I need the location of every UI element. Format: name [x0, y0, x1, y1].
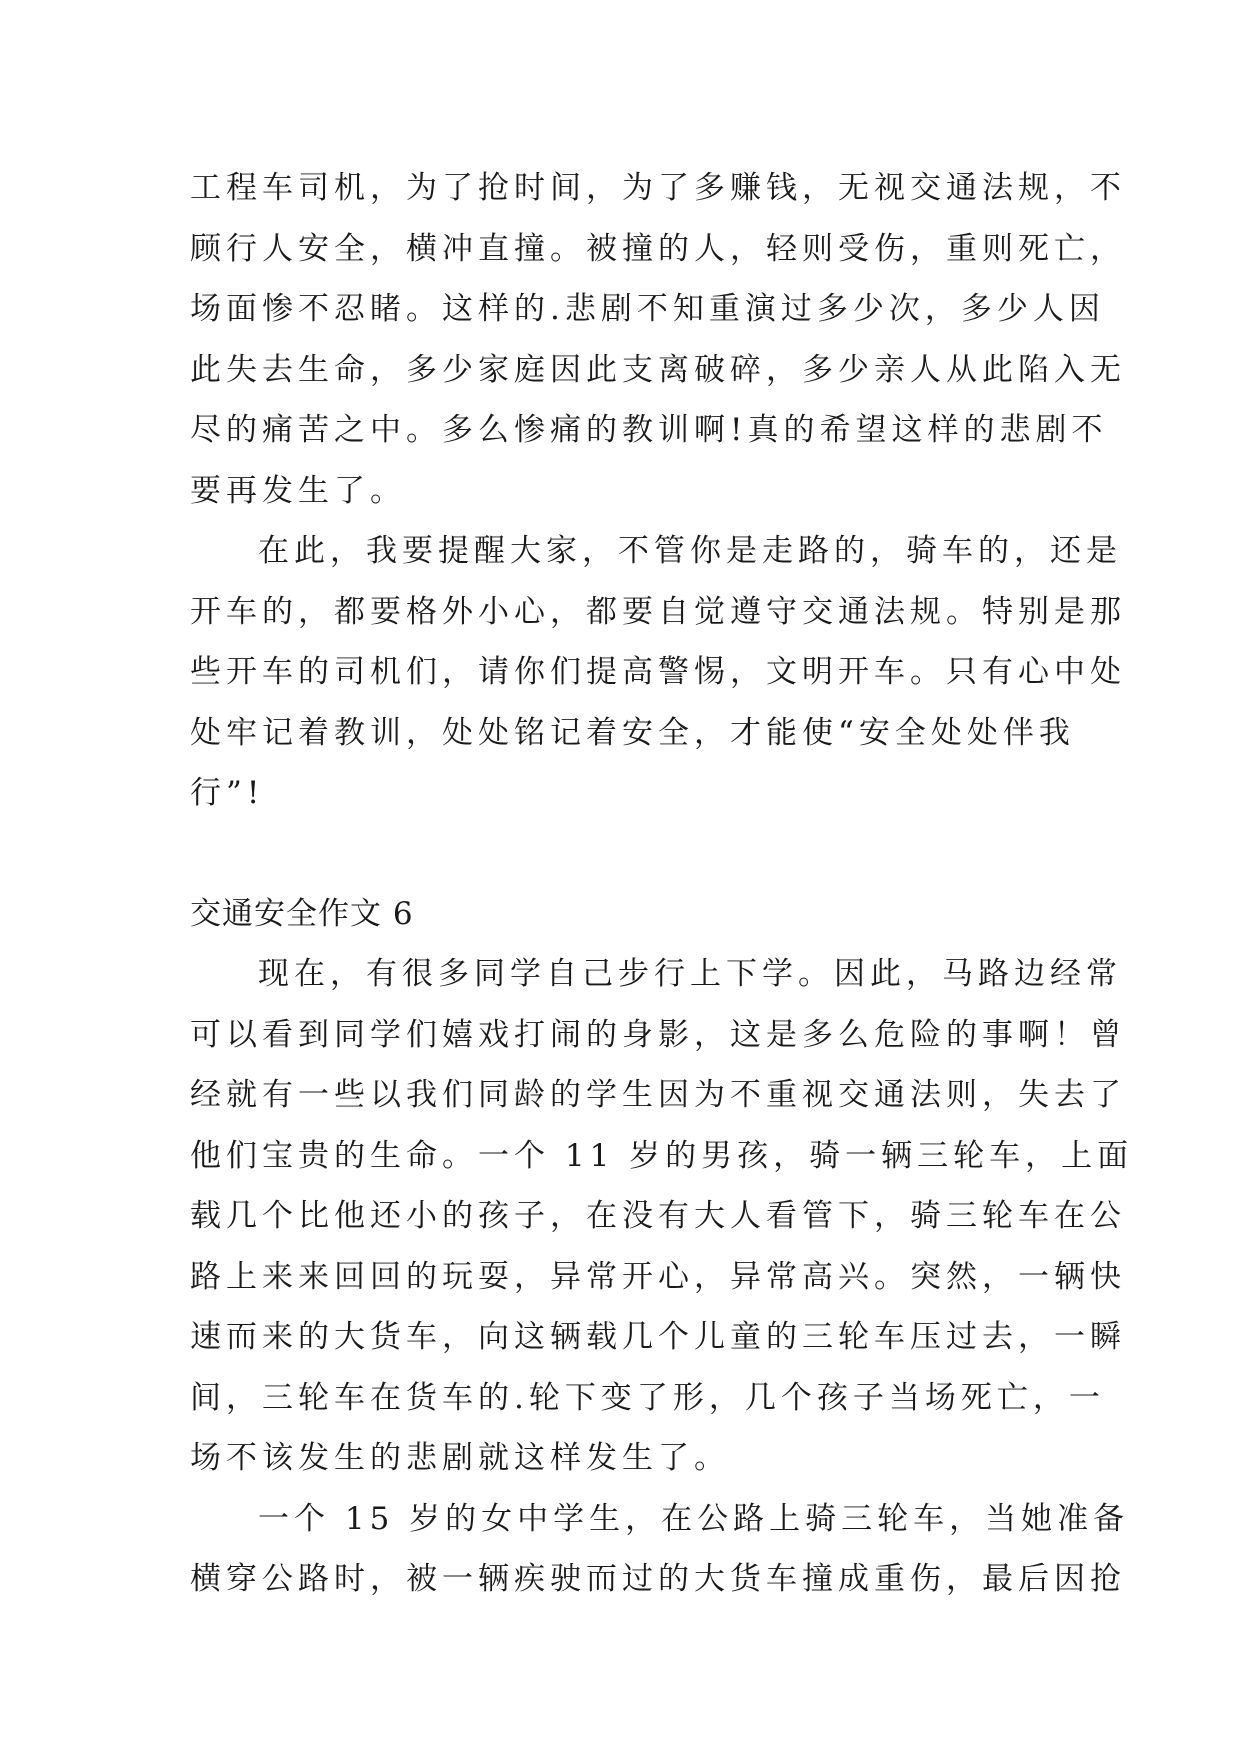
text-line: 行”! [190, 775, 265, 811]
text-line: 他们宝贵的生命。一个 11 岁的男孩，骑一辆三轮车，上面 [190, 1137, 1134, 1174]
text-line: 一个 15 岁的女中学生，在公路上骑三轮车，当她准备 [258, 1500, 1130, 1537]
section-title: 交通安全作文 6 [190, 895, 414, 932]
text-line: 处牢记着教训，处处铭记着安全，才能使“安全处处伴我 [190, 714, 1075, 751]
text-line: 开车的，都要格外小心，都要自觉遵守交通法规。特别是那 [190, 593, 1126, 630]
text-line: 在此，我要提醒大家，不管你是走路的，骑车的，还是 [258, 533, 1122, 569]
paragraph-girl [190, 1489, 1130, 1610]
text-line: 尽的痛苦之中。多么惨痛的教训啊!真的希望这样的悲剧不 [190, 412, 1108, 448]
text-line: 此失去生命，多少家庭因此支离破碎，多少亲人从此陷入无 [190, 351, 1126, 388]
text-line: 路上来来回回的玩耍，异常开心，异常高兴。突然，一辆快 [190, 1258, 1126, 1295]
text-line: 要再发生了。 [190, 472, 406, 509]
paragraph-students [190, 944, 1134, 1489]
text-line: 经就有一些以我们同龄的学生因为不重视交通法则，失去了 [190, 1077, 1126, 1113]
text-line: 顾行人安全，横冲直撞。被撞的人，轻则受伤，重则死亡， [190, 230, 1126, 267]
text-line: 现在，有很多同学自己步行上下学。因此，马路边经常 [258, 956, 1122, 992]
text-line: 间，三轮车在货车的.轮下变了形，几个孩子当场死亡，一 [190, 1379, 1105, 1416]
text-line: 可以看到同学们嬉戏打闹的身影，这是多么危险的事啊！曾 [190, 1016, 1126, 1053]
text-line: 速而来的大货车，向这辆载几个儿童的三轮车压过去，一瞬 [190, 1319, 1126, 1355]
text-line: 载几个比他还小的孩子，在没有大人看管下，骑三轮车在公 [190, 1198, 1126, 1234]
document-body [190, 158, 1134, 1610]
text-line: 些开车的司机们，请你们提高警惕，文明开车。只有心中处 [190, 654, 1126, 690]
text-line: 场不该发生的悲剧就这样发生了。 [190, 1440, 730, 1476]
text-line: 工程车司机，为了抢时间，为了多赚钱，无视交通法规，不 [190, 170, 1126, 206]
section-spacer [190, 824, 1060, 884]
paragraph-intro [190, 158, 1126, 521]
text-line: 场面惨不忍睹。这样的.悲剧不知重演过多少次，多少人因 [190, 291, 1105, 327]
text-line: 横穿公路时，被一辆疾驶而过的大货车撞成重伤，最后因抢 [190, 1561, 1126, 1597]
paragraph-reminder [190, 521, 1126, 824]
